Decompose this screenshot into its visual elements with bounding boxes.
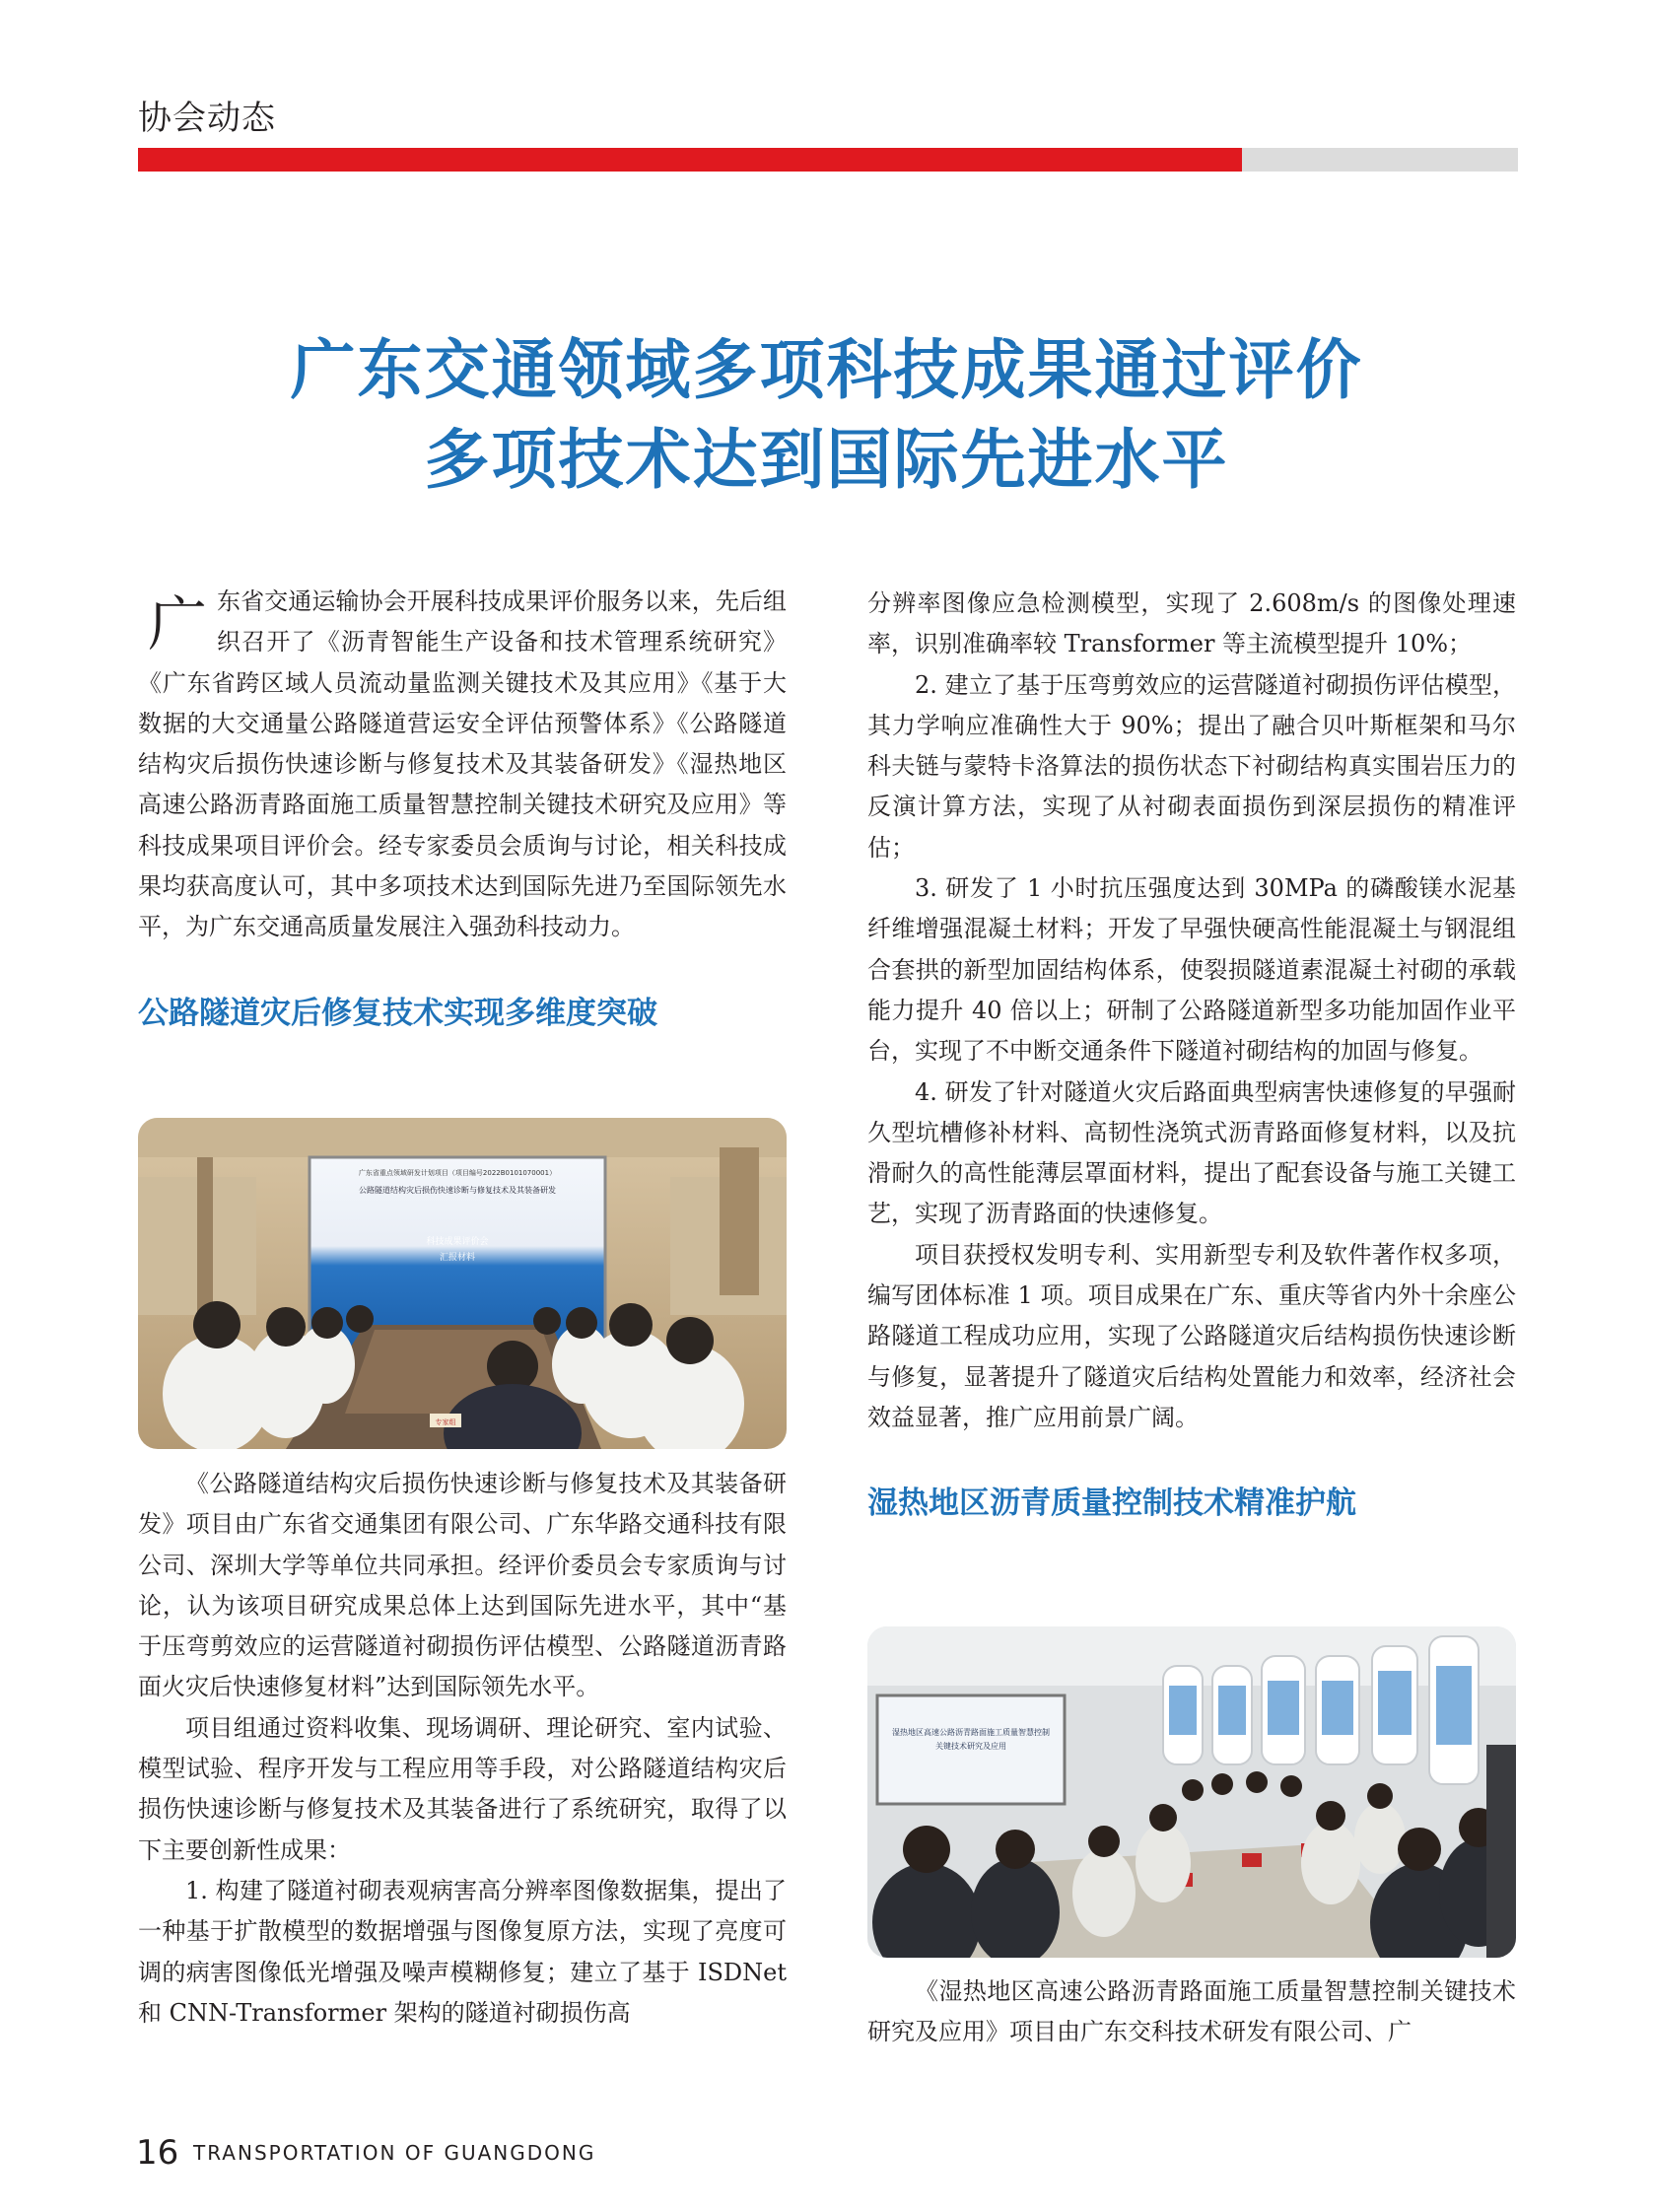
meeting-photo-1-image [138,1118,787,1449]
section1-paragraph-1: 《公路隧道结构灾后损伤快速诊断与修复技术及其装备研发》项目由广东省交通集团有限公司、广东华路交通科技有限公司、深圳大学等单位共同承担。经评价委员会专家质询与讨论，认为该项目研究成果总体上达到国际先进水平，其中“基于压弯剪效应的运营隧道衬砌损伤评估模型、公路隧道沥青路面火灾后快速修复材料”达到国际领先水平。 [138,1470,787,1701]
article-title-line1: 广东交通领域多项科技成果通过评价 [290,332,1363,408]
photo2-banner-line1: 湿热地区高速公路沥青路面施工质量智慧控制 [892,1728,1050,1737]
magazine-name: TRANSPORTATION OF GUANGDONG [193,2141,596,2165]
header-rule-accent [138,148,1242,172]
right-paragraph-5: 项目获授权发明专利、实用新型专利及软件著作权多项，编写团体标准 1 项。项目成果在广东、重庆等省内外十余座公路隧道工程成功应用，实现了公路隧道灾后结构损伤快速诊断与修复，显著提升了隧道灾后结构处置能力和效率，经济社会效益显著，推广应用前景广阔。 [867,1240,1516,1431]
photo1-nameplate: 专家组 [435,1418,456,1426]
photo-meeting-1 [138,1118,787,1449]
section1-paragraph-2: 项目组通过资料收集、现场调研、理论研究、室内试验、模型试验、程序开发与工程应用等手段，对公路隧道结构灾后损伤快速诊断与修复技术及其装备进行了系统研究，取得了以下主要创新性成果： [138,1713,787,1864]
photo2-banner-line2: 关键技术研究及应用 [935,1742,1006,1751]
article-title-line2: 多项技术达到国际先进水平 [424,422,1229,498]
photo1-banner-line2: 公路隧道结构灾后损伤快速诊断与修复技术及其装备研发 [359,1186,556,1195]
section1-heading: 公路隧道灾后修复技术实现多维度突破 [138,995,657,1031]
photo1-banner-line4: 汇报材料 [439,1253,476,1263]
intro-paragraph [138,582,787,948]
left-column-lower [138,1464,787,2034]
drop-cap: 广 [148,590,207,659]
section2-paragraph-1: 《湿热地区高速公路沥青路面施工质量智慧控制关键技术研究及应用》项目由广东交科技术研发有限公司、广 [867,1977,1516,2046]
right-paragraph-2: 2. 建立了基于压弯剪效应的运营隧道衬砌损伤评估模型，其力学响应准确性大于 90%；提出了融合贝叶斯框架和马尔科夫链与蒙特卡洛算法的损伤状态下衬砌结构真实围岩压力的反演计算方法，实现了从衬砌表面损伤到深层损伤的精准评估； [867,670,1516,862]
intro-first-lines: 东省交通运输协会开展科技成果评价服务以来，先后组织召开了《沥青智能生产设备和技术管理系统 [217,588,787,657]
section-label: 协会动态 [138,99,276,138]
photo1-banner-line3: 科技成果评价会 [426,1237,489,1247]
photo1-banner-line1: 广东省重点领域研发计划项目（项目编号2022B0101070001） [358,1169,557,1177]
right-column [867,584,1516,1522]
page-number: 16 [136,2133,179,2173]
right-column-lower [867,1971,1516,2053]
section1-paragraph-3: 1. 构建了隧道衬砌表观病害高分辨率图像数据集，提出了一种基于扩散模型的数据增强与图像复原方法，实现了亮度可调的病害图像低光增强及噪声模糊修复；建立了基于 ISDNet 和 CNN-Transformer 架构的隧道衬砌损伤高 [138,1876,787,2027]
right-paragraph-1: 分辨率图像应急检测模型，实现了 2.608m/s 的图像处理速率，识别准确率较 Transformer 等主流模型提升 10%； [867,589,1516,658]
section2-heading: 湿热地区沥青质量控制技术精准护航 [867,1486,1356,1522]
intro-rest: 研究》《广东省跨区域人员流动量监测关键技术及其应用》《基于大数据的大交通量公路隧道营运安全评估预警体系》《公路隧道结构灾后损伤快速诊断与修复技术及其装备研发》《湿热地区高速公路沥青路面施工质量智慧控制关键技术研究及应用》等科技成果项目评价会。经专家委员会质询与讨论，相关科技成果均获高度认可，其中多项技术达到国际先进乃至国际领先水平，为广东交通高质量发展注入强劲科技动力。 [138,628,788,941]
meeting-photo-2-image [867,1626,1516,1958]
right-paragraph-4: 4. 研发了针对隧道火灾后路面典型病害快速修复的早强耐久型坑槽修补材料、高韧性浇筑式沥青路面修复材料，以及抗滑耐久的高性能薄层罩面材料，提出了配套设备与施工关键工艺，实现了沥青路面的快速修复。 [867,1077,1516,1228]
photo-meeting-2 [867,1626,1516,1958]
left-column [138,582,787,1032]
right-paragraph-3: 3. 研发了 1 小时抗压强度达到 30MPa 的磷酸镁水泥基纤维增强混凝土材料；开发了早强快硬高性能混凝土与钢混组合套拱的新型加固结构体系，使裂损隧道素混凝土衬砌的承载能力提升 40 倍以上；研制了公路隧道新型多功能加固作业平台，实现了不中断交通条件下隧道衬砌结构的加固与修复。 [867,874,1516,1066]
header-rule [138,148,1518,172]
intro-text [138,582,787,948]
